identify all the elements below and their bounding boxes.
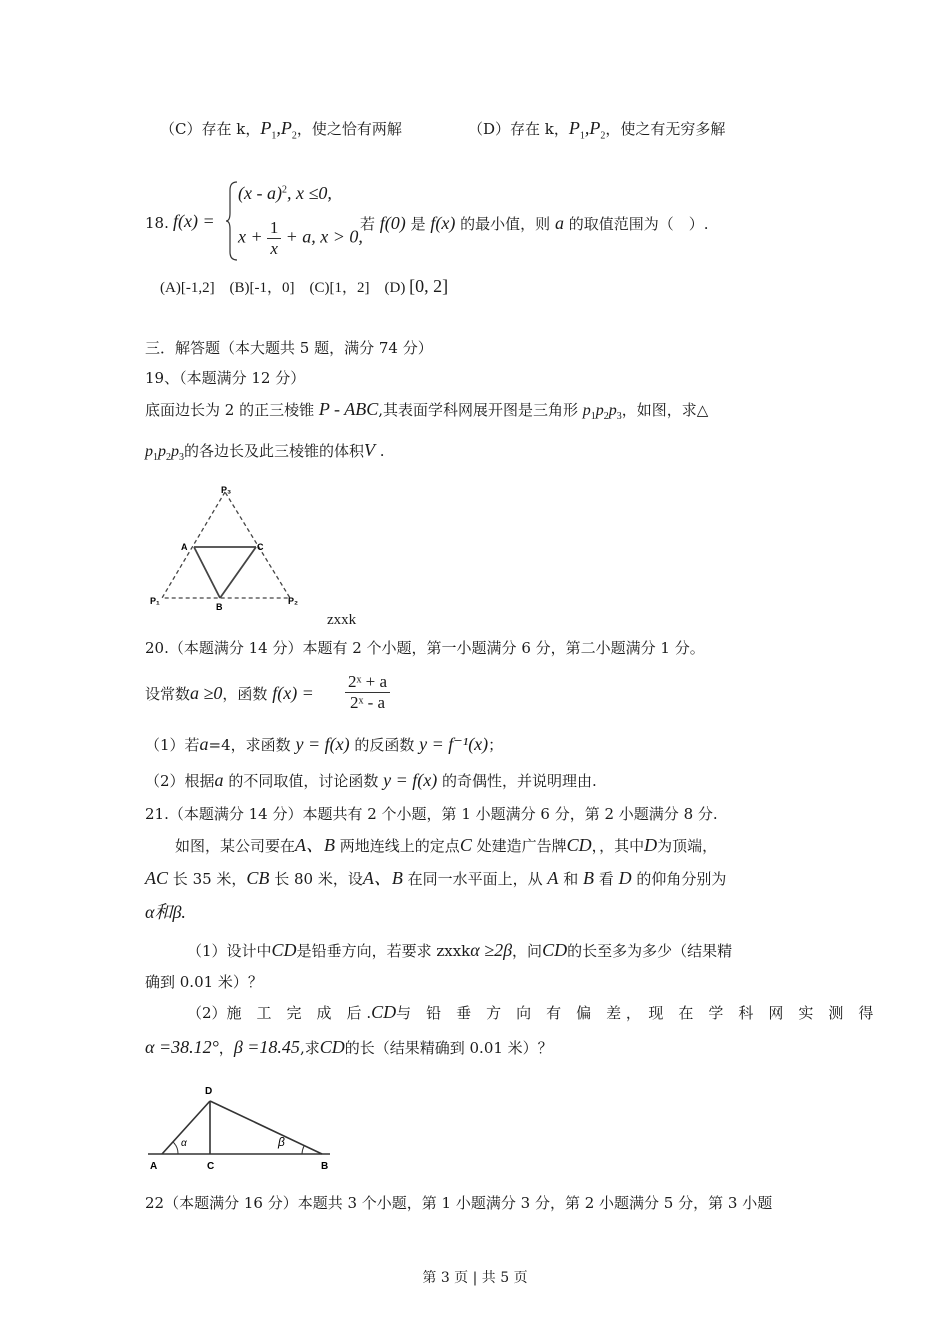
q20-setup: 设常数a ≥0，函数 f(x) =: [145, 683, 314, 703]
q18-case-1: (x - a)$^2$, x ≤0,: [238, 183, 332, 203]
q21-label-c: C: [207, 1161, 215, 1172]
q22-header: 22（本题满分 16 分）本题共 3 个小题，第 1 小题满分 3 分，第 2 小题满分 5 分，第 3 小题: [145, 1194, 773, 1212]
q17-option-c-points: $P_1,P_2$: [260, 118, 297, 142]
q21-line-3: α和β.: [145, 902, 186, 922]
q17-option-d: （D）存在 k，$P_1,P_2$，使之有无穷多解: [468, 118, 726, 142]
q19-line-2: $p_1p_2p_3$的各边长及此三棱锥的体积V .: [145, 440, 385, 464]
q19-label-p1: P₁: [150, 596, 160, 606]
q21-header: 21.（本题满分 14 分）本题共有 2 个小题，第 1 小题满分 6 分，第 2 小题满分 8 分.: [145, 805, 718, 823]
q21-label-b: B: [321, 1161, 329, 1172]
q19-header: 19、（本题满分 12 分）: [145, 369, 306, 387]
q19-label-p3: P₃: [221, 485, 232, 495]
q18-options: (A)[-1,2] (B)[-1，0] (C)[1，2] (D) [0, 2]: [160, 276, 449, 296]
q19-label-c: C: [257, 542, 264, 552]
q19-label-b: B: [216, 602, 223, 612]
q19-label-a: A: [181, 542, 188, 552]
q19-net-figure: [140, 480, 310, 615]
q18-brace: [225, 180, 239, 262]
q19-watermark: zxxk: [327, 612, 357, 628]
q18-case-2: x + $\frac{1}{x}$ + a, x > 0,: [238, 218, 363, 258]
q21-label-d: D: [205, 1086, 213, 1097]
q21-label-alpha: α: [181, 1138, 187, 1149]
q17-option-c: （C）存在 k，$P_1,P_2$，使之恰有两解: [160, 118, 402, 142]
q19-label-p2: P₂: [288, 596, 299, 606]
q20-part-2: （2）根据a 的不同取值，讨论函数 y = f(x) 的奇偶性，并说明理由.: [145, 770, 597, 790]
q20-fraction: $\frac{\text{2ˣ + a}}{\text{2ˣ - a}}$: [345, 672, 390, 713]
q21-billboard-figure: [142, 1080, 342, 1175]
q21-part-2-cont: α =38.12°，β =18.45,求CD的长（结果精确到 0.01 米）？: [145, 1037, 553, 1057]
q18-text: 若 f(0) 是 f(x) 的最小值，则 a 的取值范围为（ ）.: [360, 213, 709, 233]
q19-line-1: 底面边长为 2 的正三棱锥 P - ABC,其表面学科网展开图是三角形 $p_1p_2p_3$，如图，求△: [145, 399, 709, 423]
page-footer: 第 3 页 | 共 5 页: [422, 1270, 528, 1286]
q21-line-1: 如图，某公司要在A、B 两地连线上的定点C 处建造广告牌CD，，其中D为顶端，: [175, 835, 718, 855]
q21-part-1: （1）设计中CD是铅垂方向，若要求 zxxkα ≥2β，问CD的长至多为多少（结果精: [187, 940, 733, 960]
q18-f-left: f(x) =: [173, 211, 215, 231]
q20-header: 20.（本题满分 14 分）本题有 2 个小题，第一小题满分 6 分，第二小题满分 1 分。: [145, 639, 705, 657]
q21-part-1-cont: 确到 0.01 米）？: [145, 973, 263, 991]
q21-label-a: A: [150, 1161, 158, 1172]
q18-number: 18.: [145, 214, 169, 232]
q21-part-2: （2）施 工 完 成 后 .CD与 铅 垂 方 向 有 偏 差 ， 现 在 学 科 网 实 测 得: [187, 1002, 874, 1022]
q17-option-d-points: $P_1,P_2$: [568, 118, 606, 142]
q20-part-1: （1）若a=4，求函数 y = f(x) 的反函数 y = f⁻¹(x)；: [145, 734, 504, 754]
q21-line-2: AC 长 35 米，CB 长 80 米，设A、B 在同一水平面上，从 A 和 B 看 D 的仰角分别为: [145, 868, 727, 888]
q21-label-beta: β: [278, 1135, 285, 1149]
section-3-heading: 三．解答题（本大题共 5 题，满分 74 分）: [145, 339, 433, 357]
